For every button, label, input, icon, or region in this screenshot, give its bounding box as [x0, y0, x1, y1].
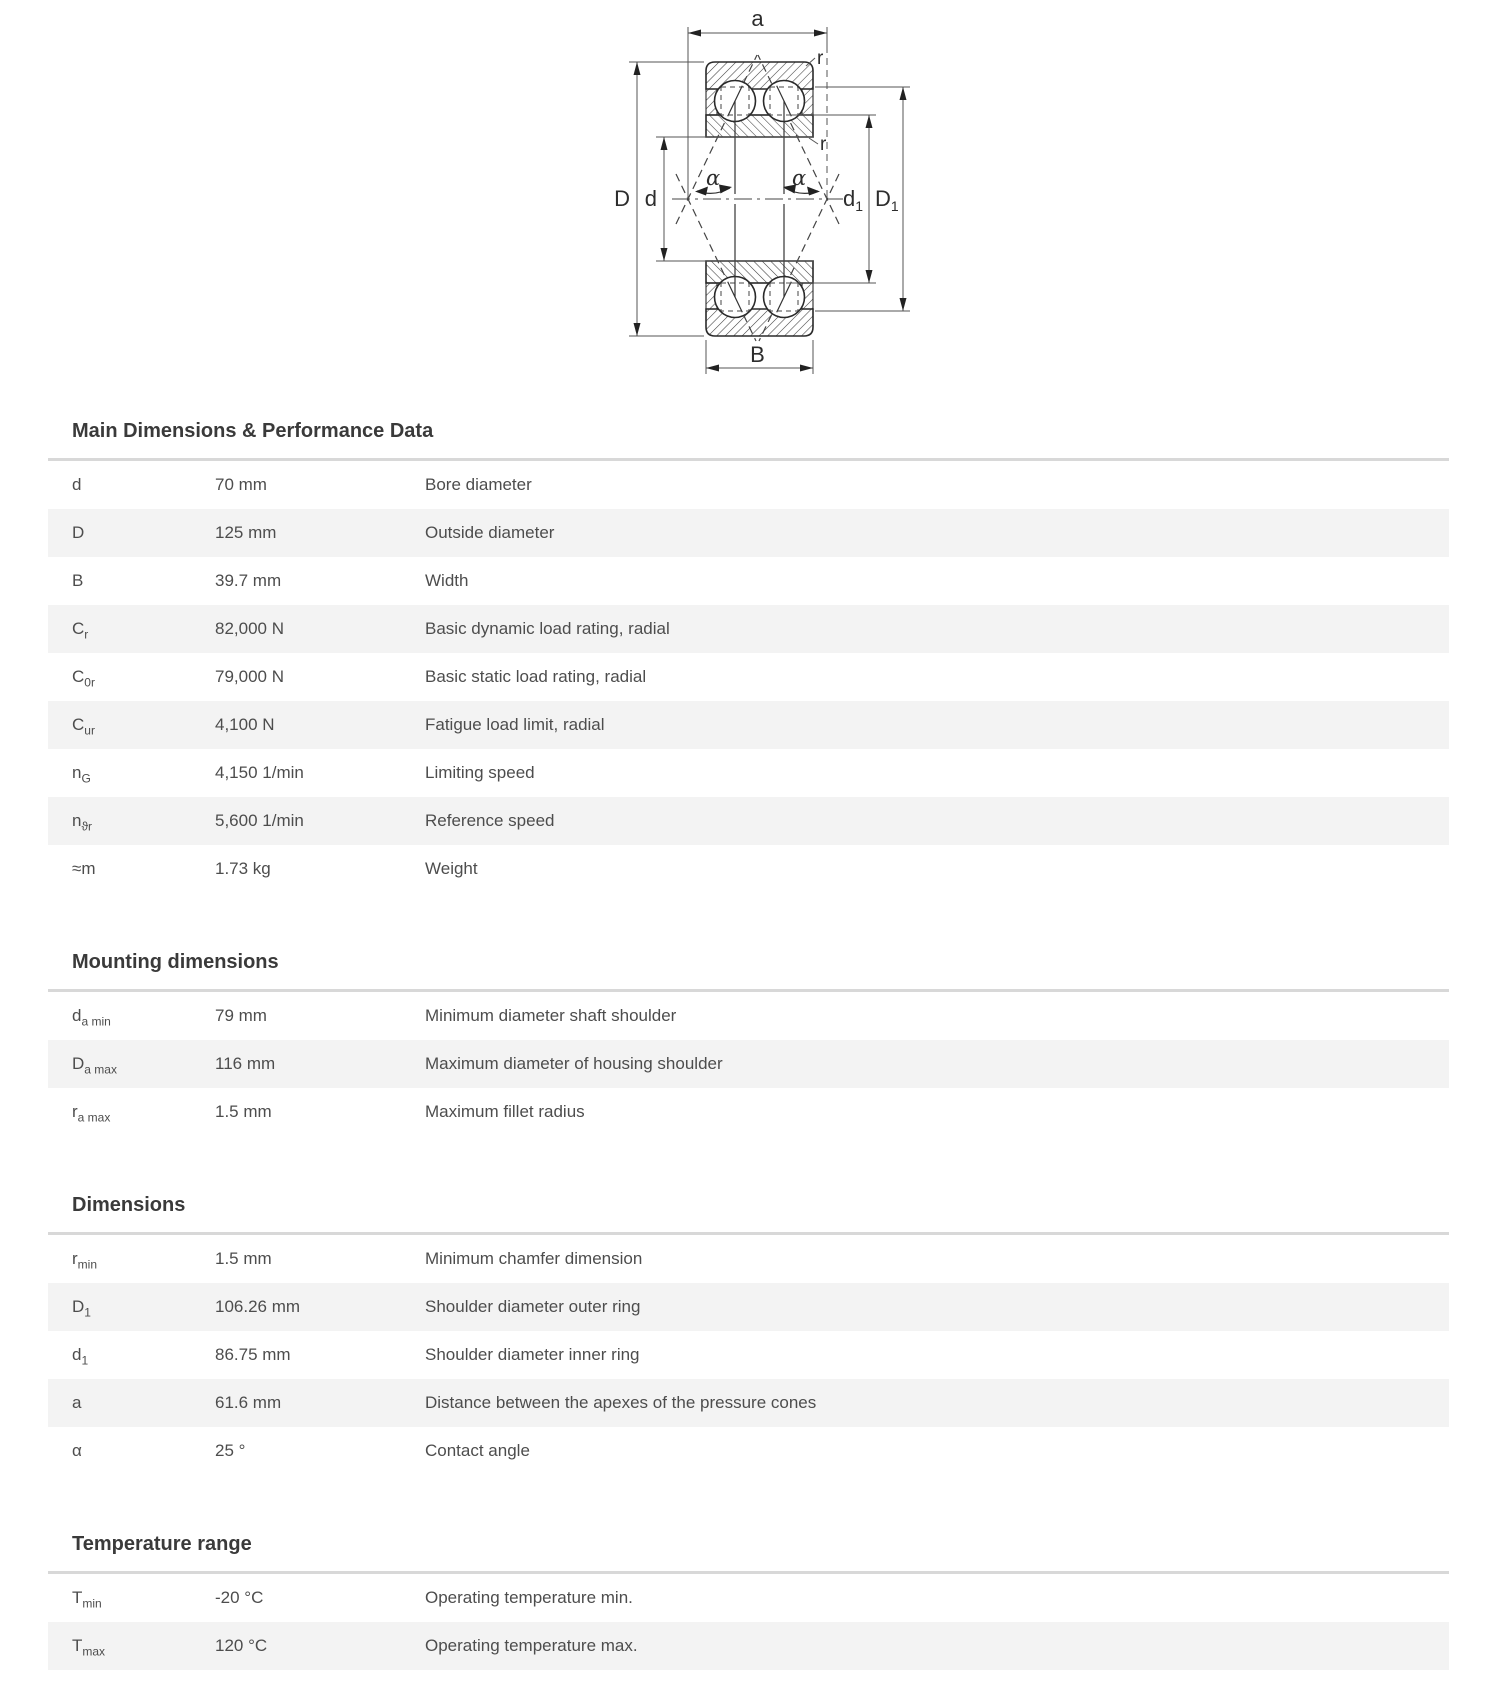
dim-label-r-top: r [817, 48, 824, 69]
row-description: Shoulder diameter inner ring [425, 1345, 640, 1364]
row-description: Minimum diameter shaft shoulder [425, 1006, 677, 1025]
row-value: 116 mm [215, 1054, 276, 1073]
section-title: Temperature range [72, 1533, 252, 1555]
table-row [48, 1574, 1449, 1622]
section-dimensions [48, 1192, 1449, 1475]
dim-label-D1: $D_1$ [875, 186, 899, 214]
row-description: Shoulder diameter outer ring [425, 1297, 641, 1316]
row-symbol: α [72, 1441, 82, 1460]
table-row [48, 1622, 1449, 1670]
dim-label-alpha-left: α [706, 166, 721, 190]
row-description: Reference speed [425, 811, 555, 830]
row-description: Outside diameter [425, 523, 555, 542]
dim-label-alpha-right: α [792, 166, 807, 190]
pressure-cone-lines [676, 55, 839, 341]
row-value: 82,000 N [215, 619, 284, 638]
inner-ring-bottom [706, 261, 813, 283]
table-row [48, 992, 1449, 1040]
row-symbol: $n_{ϑr}$ [72, 811, 93, 834]
row-description: Limiting speed [425, 763, 535, 782]
row-value: 120 °C [215, 1636, 268, 1655]
row-symbol: B [72, 571, 84, 590]
row-symbol: $D_{a max}$ [72, 1054, 117, 1077]
table-row [48, 1088, 1449, 1136]
row-value: 106.26 mm [215, 1297, 301, 1316]
row-symbol: $C_{0r}$ [72, 667, 95, 690]
section-title: Dimensions [72, 1194, 186, 1216]
inner-ring-top [706, 115, 813, 137]
row-value: 1.73 kg [215, 859, 271, 878]
section-mounting-dimensions [48, 949, 1449, 1136]
row-symbol: $C_{ur}$ [72, 715, 95, 738]
section-title: Mounting dimensions [72, 951, 279, 973]
spec-table [48, 458, 1449, 893]
dim-label-d1: $d_1$ [843, 186, 864, 214]
row-description: Basic static load rating, radial [425, 667, 647, 686]
table-row [48, 461, 1449, 509]
row-description: Width [425, 571, 469, 590]
spec-table [48, 989, 1449, 1136]
row-value: 1.5 mm [215, 1249, 272, 1268]
table-row [48, 1379, 1449, 1427]
bearing-diagram [0, 0, 1500, 378]
row-value: -20 °C [215, 1588, 264, 1607]
row-value: 4,100 N [215, 715, 275, 734]
row-symbol: $C_r$ [72, 619, 89, 642]
row-value: 5,600 1/min [215, 811, 304, 830]
dim-label-D: D [614, 186, 630, 211]
section-title: Main Dimensions & Performance Data [72, 420, 434, 442]
table-row [48, 653, 1449, 701]
row-symbol: D [72, 523, 85, 542]
row-symbol: a [72, 1393, 82, 1412]
section-temperature-range [48, 1531, 1449, 1670]
dim-label-a: a [751, 6, 764, 31]
row-value: 125 mm [215, 523, 277, 542]
dim-label-d: d [644, 186, 657, 211]
bearing-drawing [0, 0, 1500, 378]
table-row [48, 509, 1449, 557]
row-description: Operating temperature min. [425, 1588, 633, 1607]
row-description: Basic dynamic load rating, radial [425, 619, 670, 638]
row-description: Minimum chamfer dimension [425, 1249, 643, 1268]
row-symbol: $d_1$ [72, 1345, 89, 1368]
table-row [48, 749, 1449, 797]
table-row [48, 605, 1449, 653]
table-row [48, 1283, 1449, 1331]
row-symbol: d [72, 475, 82, 494]
row-description: Contact angle [425, 1441, 530, 1460]
row-symbol: $r_{min}$ [72, 1249, 98, 1272]
table-row [48, 1427, 1449, 1475]
row-symbol: $D_1$ [72, 1297, 91, 1320]
spec-table [48, 1232, 1449, 1475]
row-value: 39.7 mm [215, 571, 282, 590]
row-symbol: $r_{a max}$ [72, 1102, 111, 1125]
row-value: 79 mm [215, 1006, 267, 1025]
row-value: 1.5 mm [215, 1102, 272, 1121]
row-symbol: ≈m [72, 859, 96, 878]
table-row [48, 797, 1449, 845]
spec-table [48, 1571, 1449, 1670]
row-symbol: $d_{a min}$ [72, 1006, 111, 1029]
table-row [48, 845, 1449, 893]
section-main-dimensions [48, 418, 1449, 893]
row-symbol: $T_{min}$ [72, 1588, 102, 1611]
row-description: Operating temperature max. [425, 1636, 638, 1655]
row-value: 79,000 N [215, 667, 284, 686]
row-symbol: $T_{max}$ [72, 1636, 106, 1659]
row-description: Distance between the apexes of the pressure cones [425, 1393, 817, 1412]
row-value: 61.6 mm [215, 1393, 282, 1412]
row-description: Fatigue load limit, radial [425, 715, 605, 734]
row-value: 86.75 mm [215, 1345, 291, 1364]
row-description: Weight [425, 859, 478, 878]
table-row [48, 1331, 1449, 1379]
row-symbol: $n_G$ [72, 763, 91, 786]
row-description: Maximum fillet radius [425, 1102, 585, 1121]
dim-label-B: B [750, 342, 765, 367]
content [48, 418, 1449, 1670]
row-value: 70 mm [215, 475, 267, 494]
table-row [48, 1235, 1449, 1283]
row-description: Maximum diameter of housing shoulder [425, 1054, 723, 1073]
table-row [48, 701, 1449, 749]
row-value: 4,150 1/min [215, 763, 304, 782]
row-value: 25 ° [215, 1441, 246, 1460]
table-row [48, 557, 1449, 605]
table-row [48, 1040, 1449, 1088]
dim-label-r-inner: r [820, 134, 827, 155]
row-description: Bore diameter [425, 475, 532, 494]
